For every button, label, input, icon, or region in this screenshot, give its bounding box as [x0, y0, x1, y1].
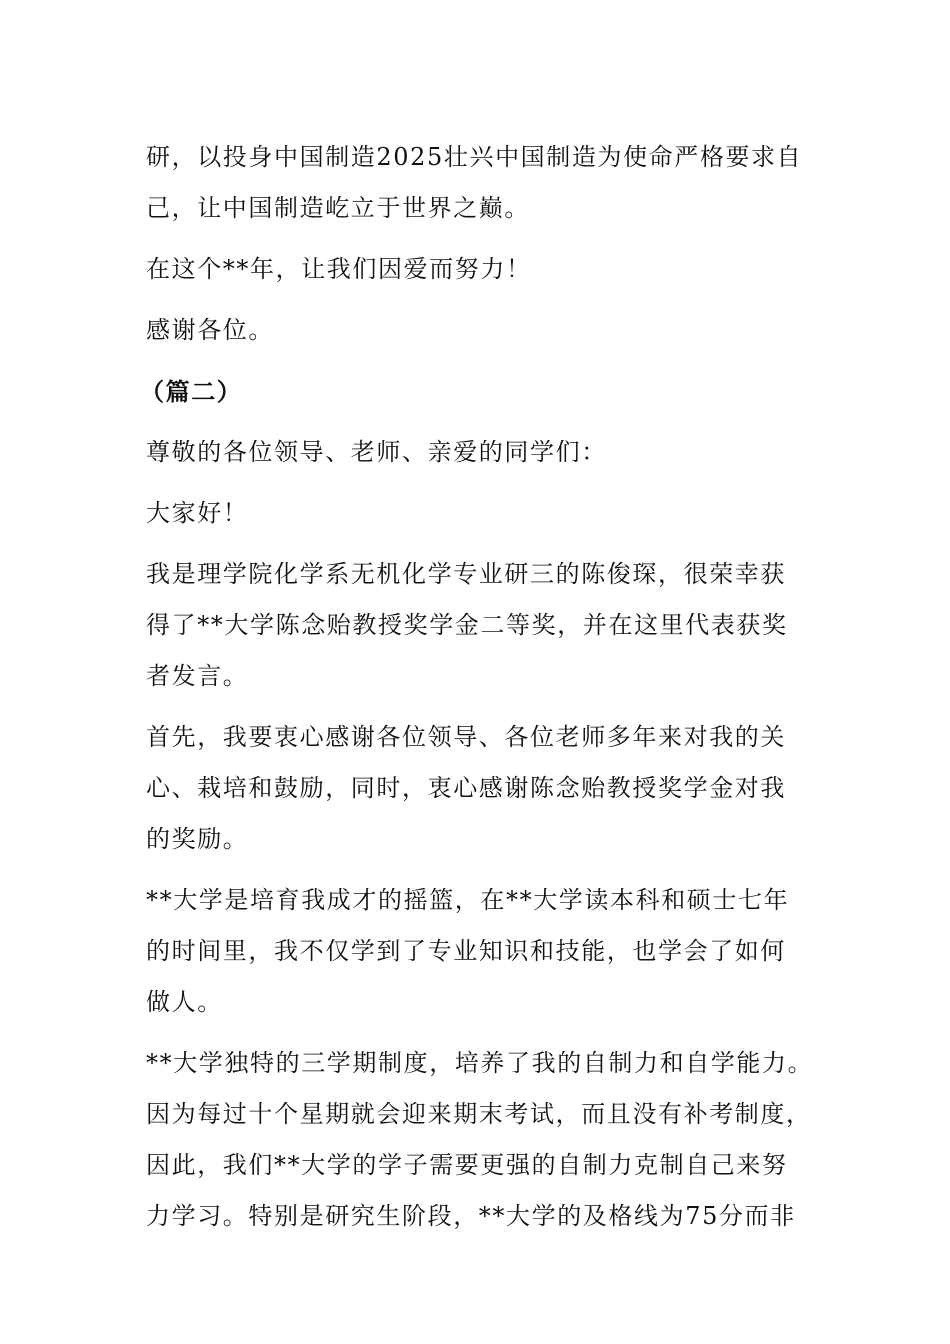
text-line: 大家好！: [146, 499, 249, 527]
paragraph-closing-mission: [146, 132, 806, 234]
text-line: 得了**大学陈念贻教授奖学金二等奖，并在这里代表获奖: [146, 611, 788, 639]
text-line: 的时间里，我不仅学到了专业知识和技能，也学会了如何: [146, 937, 786, 965]
text-line: 力学习。特别是研究生阶段，**大学的及格线为75分而非: [146, 1202, 796, 1230]
paragraph-three-semester-system: [146, 1038, 814, 1242]
text-line: **大学独特的三学期制度，培养了我的自制力和自学能力。: [146, 1049, 814, 1077]
text-line: 的奖励。: [146, 825, 249, 853]
paragraph-salutation: [146, 427, 806, 478]
paragraph-thanks: [146, 305, 806, 356]
document-body: [140, 132, 814, 1252]
heading-text: （篇二）: [140, 377, 243, 406]
paragraph-love-effort: [146, 244, 806, 295]
text-line: **大学是培育我成才的摇篮，在**大学读本科和硕士七年: [146, 886, 790, 914]
section-heading: [140, 366, 806, 417]
text-line: 心、栽培和鼓励，同时，衷心感谢陈念贻教授奖学金对我: [146, 774, 786, 802]
text-line: 己，让中国制造屹立于世界之巅。: [146, 194, 530, 222]
paragraph-gratitude: [146, 712, 806, 865]
text-line: 因此，我们**大学的学子需要更强的自制力克制自己来努: [146, 1151, 788, 1179]
text-line: 在这个**年，让我们因爱而努力！: [146, 255, 532, 283]
text-line: 做人。: [146, 988, 223, 1016]
text-line: 首先，我要衷心感谢各位领导、各位老师多年来对我的关: [146, 723, 786, 751]
text-line: 感谢各位。: [146, 316, 274, 344]
text-line: 研，以投身中国制造2025壮兴中国制造为使命严格要求自: [146, 143, 803, 171]
text-line: 尊敬的各位领导、老师、亲爱的同学们：: [146, 438, 607, 466]
text-line: 者发言。: [146, 662, 249, 690]
paragraph-greeting: [146, 488, 806, 539]
text-line: 因为每过十个星期就会迎来期末考试，而且没有补考制度，: [146, 1100, 812, 1128]
text-line: 我是理学院化学系无机化学专业研三的陈俊琛，很荣幸获: [146, 560, 786, 588]
paragraph-introduction: [146, 549, 806, 702]
paragraph-university-cradle: [146, 875, 806, 1028]
